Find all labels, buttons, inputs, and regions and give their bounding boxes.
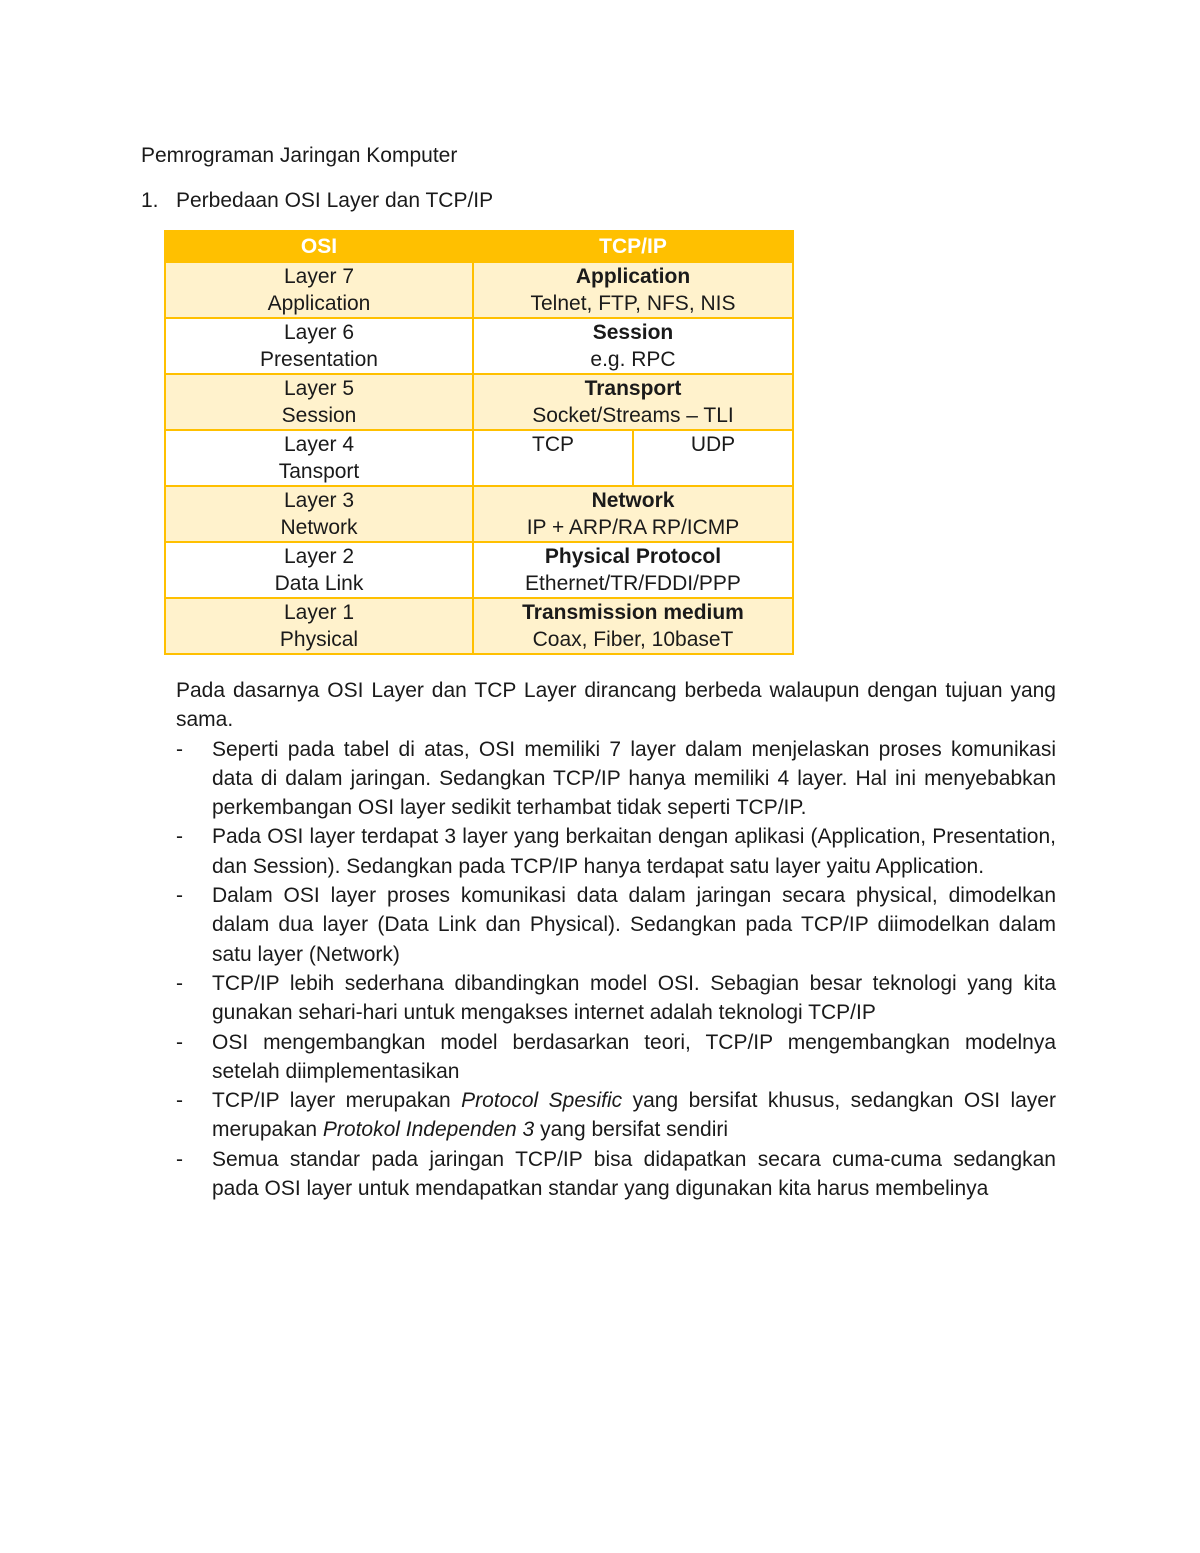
table-row: [165, 374, 793, 430]
tcpip-cell: [473, 374, 793, 430]
layer-number: Layer 1: [283, 601, 355, 624]
bullet-marker: -: [176, 1030, 183, 1054]
list-item-text: Seperti pada tabel di atas, OSI memiliki 7 layer dalam menjelaskan proses komunikasi data di dalam jaringan. Sedangkan TCP/IP hanya memiliki 4 layer. Hal ini menyebabkan perkembangan OSI layer sedikit terhambat tidak seperti TCP/IP.: [212, 737, 1056, 820]
layer-name: Tansport: [278, 460, 360, 483]
udp-cell: [633, 430, 793, 486]
section-number: 1.: [141, 189, 159, 212]
osi-cell: [165, 598, 473, 654]
header-tcpip: TCP/IP: [473, 231, 793, 262]
table-row: [165, 598, 793, 654]
list-item: [176, 881, 1056, 969]
layer-number: Layer 6: [283, 321, 355, 344]
list-item: [176, 735, 1056, 823]
layer-number: Layer 5: [283, 377, 355, 400]
tcpip-protocols: IP + ARP/RA RP/ICMP: [526, 516, 740, 539]
layer-name: Physical: [279, 628, 359, 651]
list-item-text: Pada OSI layer terdapat 3 layer yang berkaitan dengan aplikasi (Application, Presentation, dan Session). Sedangkan pada TCP/IP hanya terdapat satu layer yaitu Application.: [212, 825, 1056, 878]
layer-number: Layer 4: [283, 433, 355, 456]
tcpip-cell: [473, 486, 793, 542]
tcpip-protocols: Ethernet/TR/FDDI/PPP: [525, 572, 741, 595]
udp-protocol: UDP: [690, 433, 736, 456]
body-text: [176, 676, 1056, 1203]
osi-cell: [165, 262, 473, 318]
list-item-text: Dalam OSI layer proses komunikasi data dalam jaringan secara physical, dimodelkan dalam dua layer (Data Link dan Physical). Sedangkan pada TCP/IP diimodelkan dalam satu layer (Network): [212, 884, 1056, 966]
section-heading: [141, 188, 493, 214]
tcpip-protocols: Telnet, FTP, NFS, NIS: [530, 292, 736, 315]
tcpip-layer-name: Application: [575, 265, 691, 288]
emphasis-protokol-independen: Protokol Independen 3: [322, 1118, 535, 1142]
layer-number: Layer 2: [283, 545, 355, 568]
bullet-marker: -: [176, 884, 183, 908]
list-item-text: [212, 1086, 1056, 1145]
osi-cell: [165, 430, 473, 486]
tcpip-layer-name: Transport: [584, 377, 682, 400]
tcpip-layer-name: Session: [592, 321, 674, 344]
tcpip-cell: [473, 262, 793, 318]
list-item: [176, 822, 1056, 881]
layer-name: Session: [281, 404, 357, 427]
tcp-cell: [473, 430, 633, 486]
osi-cell: [165, 318, 473, 374]
tcpip-protocols: Socket/Streams – TLI: [532, 404, 734, 427]
section-title: Perbedaan OSI Layer dan TCP/IP: [176, 189, 494, 212]
table-row: [165, 430, 793, 486]
emphasis-protocol-spesific: Protocol Spesific: [461, 1089, 623, 1113]
tcpip-layer-name: Network: [591, 489, 675, 512]
layer-number: Layer 3: [283, 489, 355, 512]
layer-name: Data Link: [274, 572, 364, 595]
list-item-text: TCP/IP lebih sederhana dibandingkan model OSI. Sebagian besar teknologi yang kita gunakan sehari-hari untuk mengakses internet adalah teknologi TCP/IP: [212, 971, 1056, 1025]
list-item-text: Semua standar pada jaringan TCP/IP bisa didapatkan secara cuma-cuma sedangkan pada OSI layer untuk mendapatkan standar yang digunakan kita harus membelinya: [212, 1147, 1056, 1201]
bullet-marker: -: [176, 1147, 183, 1171]
bullet-marker: -: [176, 825, 183, 849]
list-item: [176, 1145, 1056, 1204]
tcp-protocol: TCP: [532, 433, 574, 456]
layer-number: Layer 7: [283, 265, 355, 288]
table-row: [165, 486, 793, 542]
bullet-marker: -: [176, 971, 183, 995]
tcpip-protocols: Coax, Fiber, 10baseT: [532, 628, 734, 651]
tcpip-layer-name: Transmission medium: [522, 601, 744, 624]
list-item: [176, 969, 1056, 1028]
bullet-marker: -: [176, 1089, 183, 1113]
text-run: yang bersifat khusus, sedangkan OSI layer merupakan: [212, 1089, 1056, 1142]
text-run: TCP/IP layer merupakan: [212, 1089, 462, 1113]
text-run: yang bersifat sendiri: [534, 1118, 729, 1142]
intro-paragraph: Pada dasarnya OSI Layer dan TCP Layer dirancang berbeda walaupun dengan tujuan yang sama.: [176, 679, 1056, 732]
list-item: [176, 1086, 1056, 1145]
layer-name: Application: [267, 292, 371, 315]
list-item: [176, 1028, 1056, 1087]
table-row: [165, 542, 793, 598]
bullet-marker: -: [176, 737, 183, 761]
header-osi: OSI: [165, 231, 473, 262]
tcpip-layer-name: Physical Protocol: [544, 545, 722, 568]
table-header-row: [165, 231, 793, 262]
tcpip-cell: [473, 542, 793, 598]
document-title: Pemrograman Jaringan Komputer: [141, 144, 458, 167]
table-row: [165, 318, 793, 374]
osi-cell: [165, 542, 473, 598]
layer-name: Network: [280, 516, 358, 539]
table-row: [165, 262, 793, 318]
tcpip-cell: [473, 318, 793, 374]
layer-name: Presentation: [260, 348, 378, 371]
osi-tcpip-table: [164, 230, 794, 655]
osi-cell: [165, 486, 473, 542]
tcpip-cell: [473, 598, 793, 654]
osi-cell: [165, 374, 473, 430]
bullet-list: [176, 735, 1056, 1204]
tcpip-protocols: e.g. RPC: [590, 348, 676, 371]
list-item-text: OSI mengembangkan model berdasarkan teori, TCP/IP mengembangkan modelnya setelah diimplementasikan: [212, 1030, 1056, 1083]
